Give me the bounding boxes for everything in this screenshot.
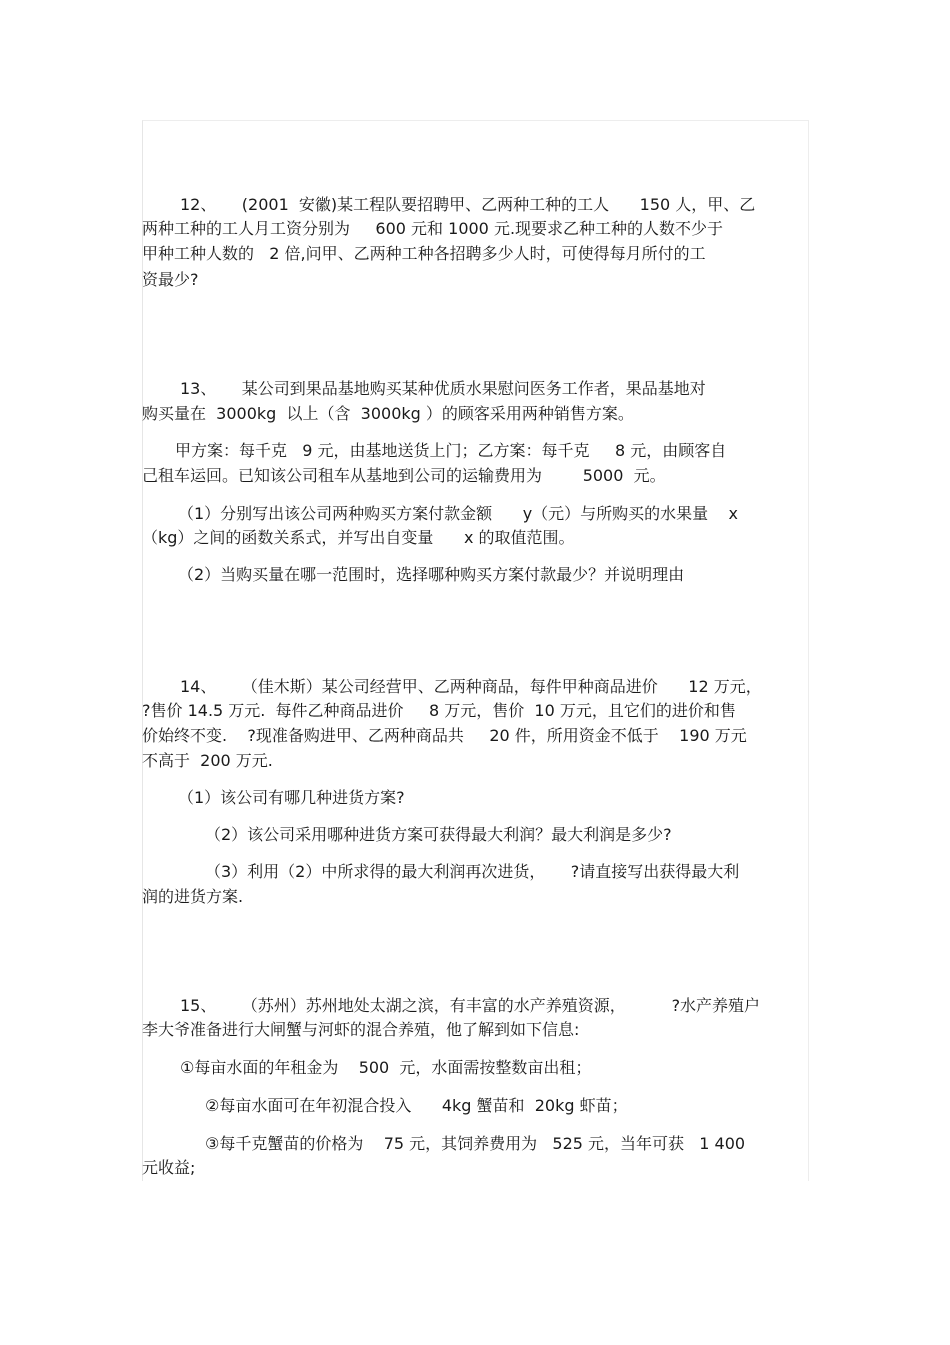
q13-line-6: （kg）之间的函数关系式，并写出自变量 x 的取值范围。: [142, 528, 575, 547]
q12-line-3: 甲种工种人数的 2 倍,问甲、乙两种工种各招聘多少人时，可使得每月所付的工: [142, 244, 706, 263]
q14-line-2: ?售价 14.5 万元. 每件乙种商品进价 8 万元，售价 10 万元，且它们的进价和售: [142, 701, 736, 720]
q15-line-3: ①每亩水面的年租金为 500 元，水面需按整数亩出租；: [180, 1058, 592, 1077]
q13-line-3: 甲方案：每千克 9 元，由基地送货上门；乙方案：每千克 8 元，由顾客自: [175, 441, 727, 460]
q15-line-5: ③每千克蟹苗的价格为 75 元，其饲养费用为 525 元，当年可获 1 400: [205, 1134, 746, 1153]
q14-line-8: 润的进货方案.: [142, 887, 244, 906]
q14-line-7: （3）利用（2）中所求得的最大利润再次进货， ?请直接写出获得最大利: [205, 862, 740, 881]
q12-line-1: 12、 (2001 安徽)某工程队要招聘甲、乙两种工种的工人 150 人，甲、乙: [180, 195, 756, 214]
q13-line-2: 购买量在 3000kg 以上（含 3000kg ）的顾客采用两种销售方案。: [142, 404, 634, 423]
q14-line-5: （1）该公司有哪几种进货方案?: [178, 788, 405, 807]
q14-line-4: 不高于 200 万元.: [142, 751, 273, 770]
q13-line-1: 13、 某公司到果品基地购买某种优质水果慰问医务工作者，果品基地对: [180, 379, 706, 398]
q14-line-6: （2）该公司采用哪种进货方案可获得最大利润？最大利润是多少?: [205, 825, 672, 844]
q13-line-7: （2）当购买量在哪一范围时，选择哪种购买方案付款最少？并说明理由: [178, 565, 685, 584]
q12-line-4: 资最少?: [142, 270, 199, 289]
q12-line-2: 两种工种的工人月工资分别为 600 元和 1000 元.现要求乙种工种的人数不少于: [142, 219, 724, 238]
q13-line-5: （1）分别写出该公司两种购买方案付款金额 y（元）与所购买的水果量 x: [178, 504, 738, 523]
q15-line-4: ②每亩水面可在年初混合投入 4kg 蟹苗和 20kg 虾苗；: [205, 1096, 628, 1115]
q15-line-1: 15、 （苏州）苏州地处太湖之滨，有丰富的水产养殖资源， ?水产养殖户: [180, 996, 761, 1015]
q13-line-4: 己租车运回。已知该公司租车从基地到公司的运输费用为 5000 元。: [142, 466, 666, 485]
q14-line-3: 价始终不变. ?现准备购进甲、乙两种商品共 20 件，所用资金不低于 190 万元: [142, 726, 747, 745]
q14-line-1: 14、 （佳木斯）某公司经营甲、乙两种商品，每件甲种商品进价 12 万元，: [180, 677, 762, 696]
q15-line-2: 李大爷准备进行大闸蟹与河虾的混合养殖，他了解到如下信息:: [142, 1020, 580, 1039]
q15-line-6: 元收益;: [142, 1158, 196, 1177]
